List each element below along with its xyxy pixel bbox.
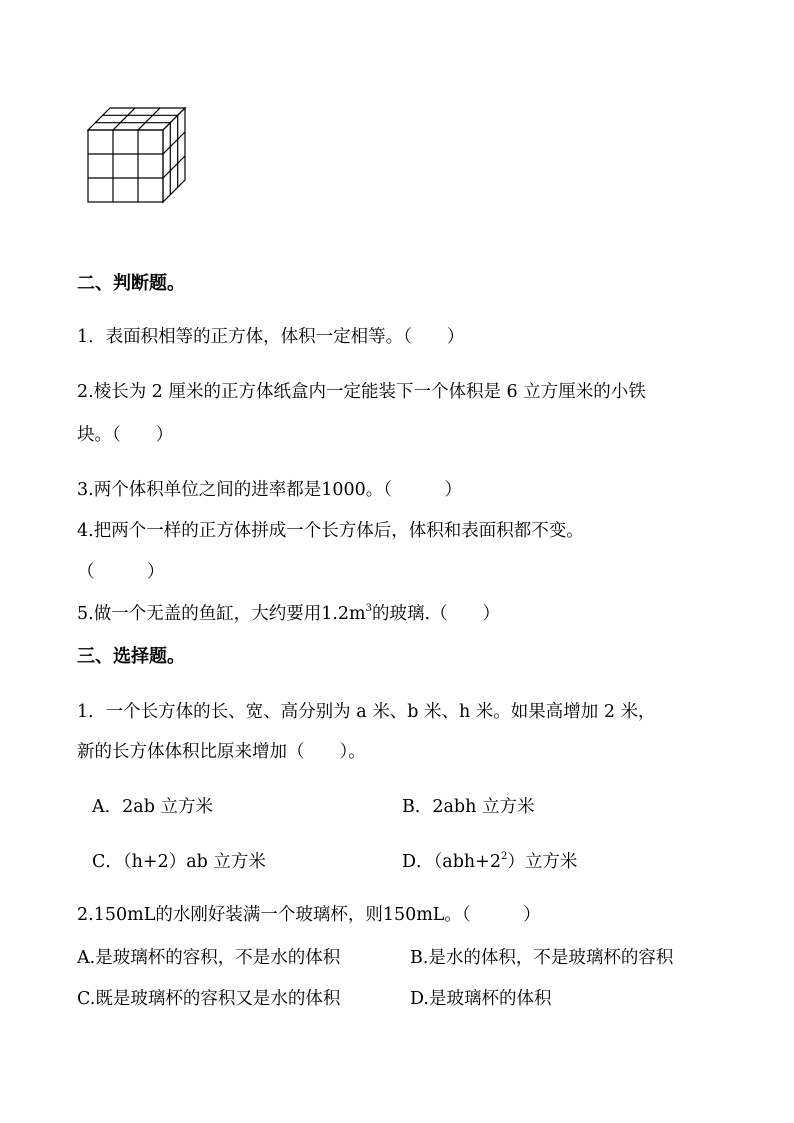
choice-question-2-option-b: B.是水的体积，不是玻璃杯的容积 [410, 948, 674, 968]
square-exponent: 2 [500, 851, 508, 863]
judgment-question-2-line-1: 2.棱长为 2 厘米的正方体纸盒内一定能装下一个体积是 6 立方厘米的小铁 [77, 382, 646, 402]
choice-question-1-line-1: 1．一个长方体的长、宽、高分别为 a 米、b 米、h 米。如果高增加 2 米， [77, 702, 656, 722]
choice-question-1-option-a: A．2ab 立方米 [92, 797, 213, 817]
judgment-question-5-text: 5.做一个无盖的鱼缸，大约要用1.2m [77, 604, 366, 624]
cube-figure [85, 105, 195, 205]
judgment-question-4-line-2: （ ） [77, 562, 165, 582]
choice-question-2-option-c: C.既是玻璃杯的容积又是水的体积 [77, 989, 341, 1009]
section-title-choice: 三、选择题。 [77, 646, 185, 667]
judgment-question-5-text-end: 的玻璃.（ ） [372, 604, 501, 624]
judgment-question-1: 1．表面积相等的正方体，体积一定相等。（ ） [77, 327, 465, 347]
option-d-text-end: ）立方米 [507, 852, 578, 872]
choice-question-2-option-d: D.是玻璃杯的体积 [410, 989, 552, 1009]
choice-question-2-option-a: A.是玻璃杯的容积，不是水的体积 [77, 948, 341, 968]
choice-question-1-line-2: 新的长方体体积比原来增加（ ）。 [77, 742, 366, 762]
judgment-question-3: 3.两个体积单位之间的进率都是1000。（ ） [77, 480, 462, 500]
choice-question-1-option-c: C．（h+2）ab 立方米 [92, 852, 266, 872]
option-d-text: D．（abh+2 [402, 852, 501, 872]
section-title-judgment: 二、判断题。 [77, 273, 185, 294]
judgment-question-5 [77, 602, 500, 626]
judgment-question-4-line-1: 4.把两个一样的正方体拼成一个长方体后，体积和表面积都不变。 [77, 521, 584, 541]
cubic-exponent: 3 [365, 603, 372, 615]
choice-question-2: 2.150mL的水刚好装满一个玻璃杯，则150mL。（ ） [77, 905, 541, 925]
judgment-question-2-line-2: 块。（ ） [77, 425, 174, 445]
choice-question-1-option-b: B．2abh 立方米 [402, 797, 535, 817]
choice-question-1-option-d [402, 850, 577, 874]
